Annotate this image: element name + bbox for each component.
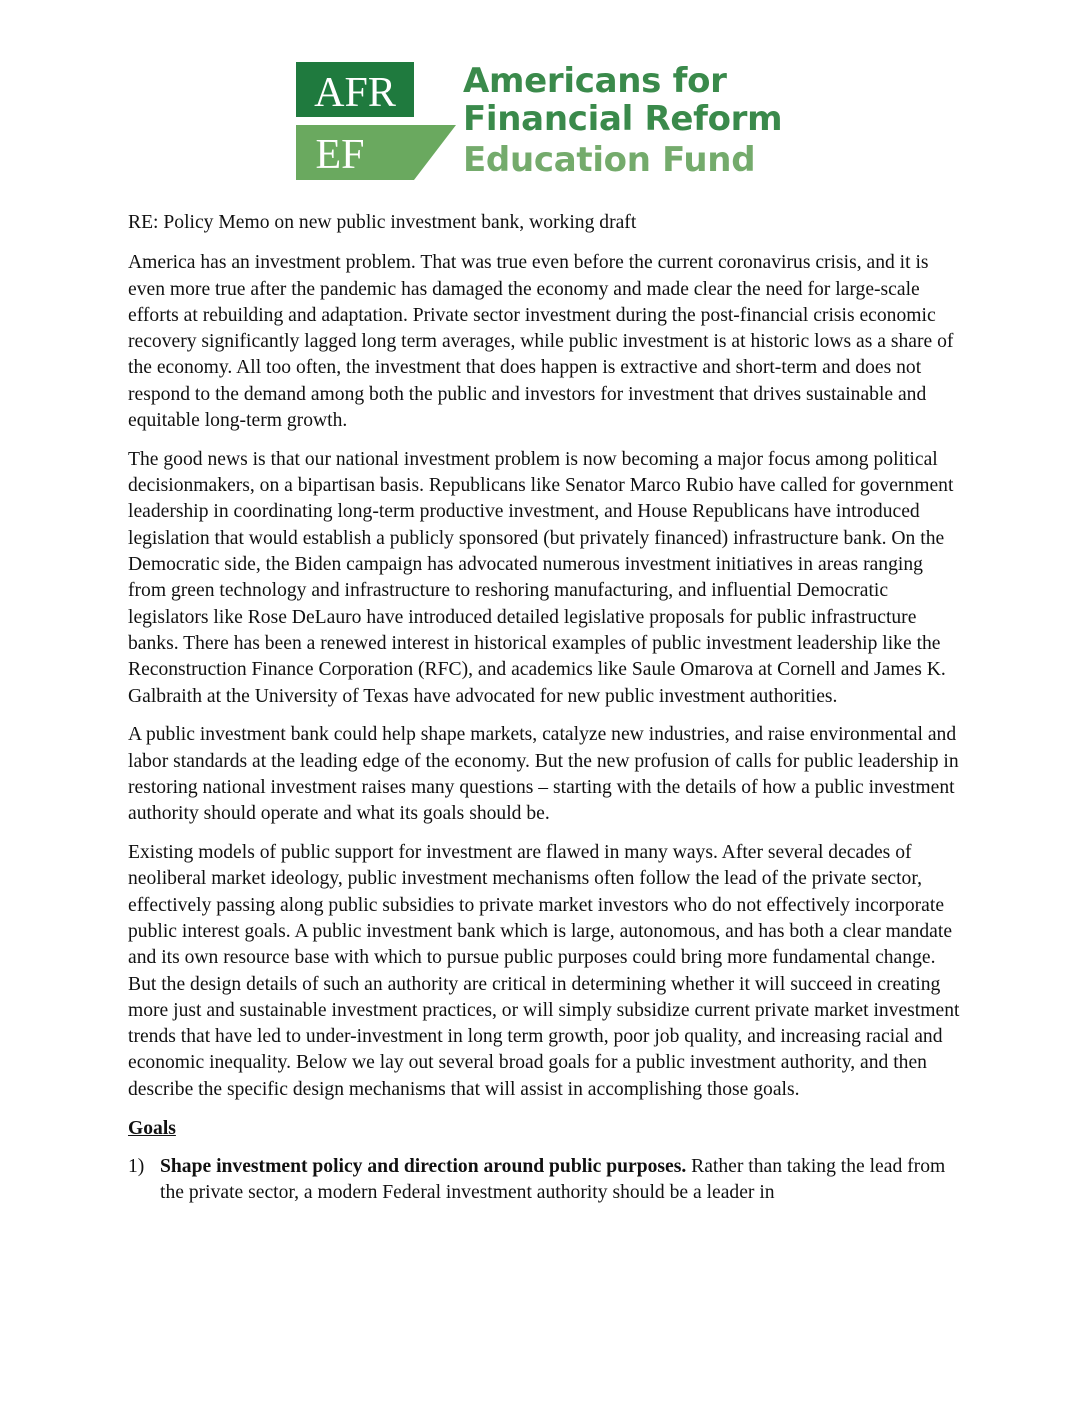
afr-ef-logo-mark: [296, 62, 456, 180]
goal-item-1: [128, 1154, 964, 1207]
memo-body: [128, 210, 964, 1219]
paragraph-1: America has an investment problem. That was true even before the current coronavirus crisis, and it is even more true after the pandemic has damaged the economy and made clear the need for large-scale efforts at rebuilding and adaptation. Private sector investment during the post-financial crisis economic recovery significantly lagged long term averages, while public investment is at historic lows as a share of the economy. All too often, the investment that does happen is extractive and short-term and does not respond to the demand among both the public and investors for investment that drives sustainable and equitable long-term growth.: [128, 252, 954, 432]
goal-number: 1): [128, 1155, 145, 1177]
paragraph-2: The good news is that our national investment problem is now becoming a major focus among political decisionmakers, on a bipartisan basis. Republicans like Senator Marco Rubio have called for government leadership in coordinating long-term productive investment, and House Republicans have introduced legislation that would establish a publicly sponsored (but privately financed) infrastructure bank. On the Democratic side, the Biden campaign has advocated numerous investment initiatives in areas ranging from green technology and infrastructure to reshoring manufacturing, and influential Democratic legislators like Rose DeLauro have introduced detailed legislative proposals for public infrastructure banks. There has been a renewed interest in historical examples of public investment leadership like the Reconstruction Finance Corporation (RFC), and academics like Saule Omarova at Cornell and James K. Galbraith at the University of Texas have advocated for new public investment authorities.: [128, 448, 954, 707]
paragraph-3: A public investment bank could help shape markets, catalyze new industries, and raise environmental and labor standards at the leading edge of the economy. But the new profusion of calls for public leadership in restoring national investment raises many questions – starting with the details of how a public investment authority should operate and what its goals should be.: [128, 724, 959, 825]
goal-title: Shape investment policy and direction around public purposes.: [160, 1155, 687, 1177]
logo-line-2: Financial Reform: [463, 99, 783, 139]
goal-text: Rather than taking the lead from the private sector, a modern Federal investment authority should be a leader in: [160, 1155, 946, 1204]
paragraph-4: Existing models of public support for investment are flawed in many ways. After several decades of neoliberal market ideology, public investment mechanisms often follow the lead of the private sector, effectively passing along public subsidies to private market investors who do not effectively incorporate public interest goals. A public investment bank which is large, autonomous, and has both a clear mandate and its own resource base with which to pursue public purposes could bring more fundamental change. But the design details of such an authority are critical in determining whether it will succeed in creating more just and sustainable investment practices, or will simply subsidize current private market investment trends that have led to under-investment in long term growth, poor job quality, and increasing racial and economic inequality. Below we lay out several broad goals for a public investment authority, and then describe the specific design mechanisms that will assist in accomplishing those goals.: [128, 842, 960, 1100]
re-line: RE: Policy Memo on new public investment bank, working draft: [128, 212, 637, 233]
logo-line-1: Americans for: [463, 61, 727, 101]
logo-line-3: Education Fund: [463, 140, 756, 180]
logo-box-top-text: AFR: [314, 70, 396, 116]
afr-logo: [296, 62, 786, 180]
logo-box-bottom-text: EF: [315, 132, 365, 178]
goals-heading: Goals: [128, 1117, 176, 1139]
